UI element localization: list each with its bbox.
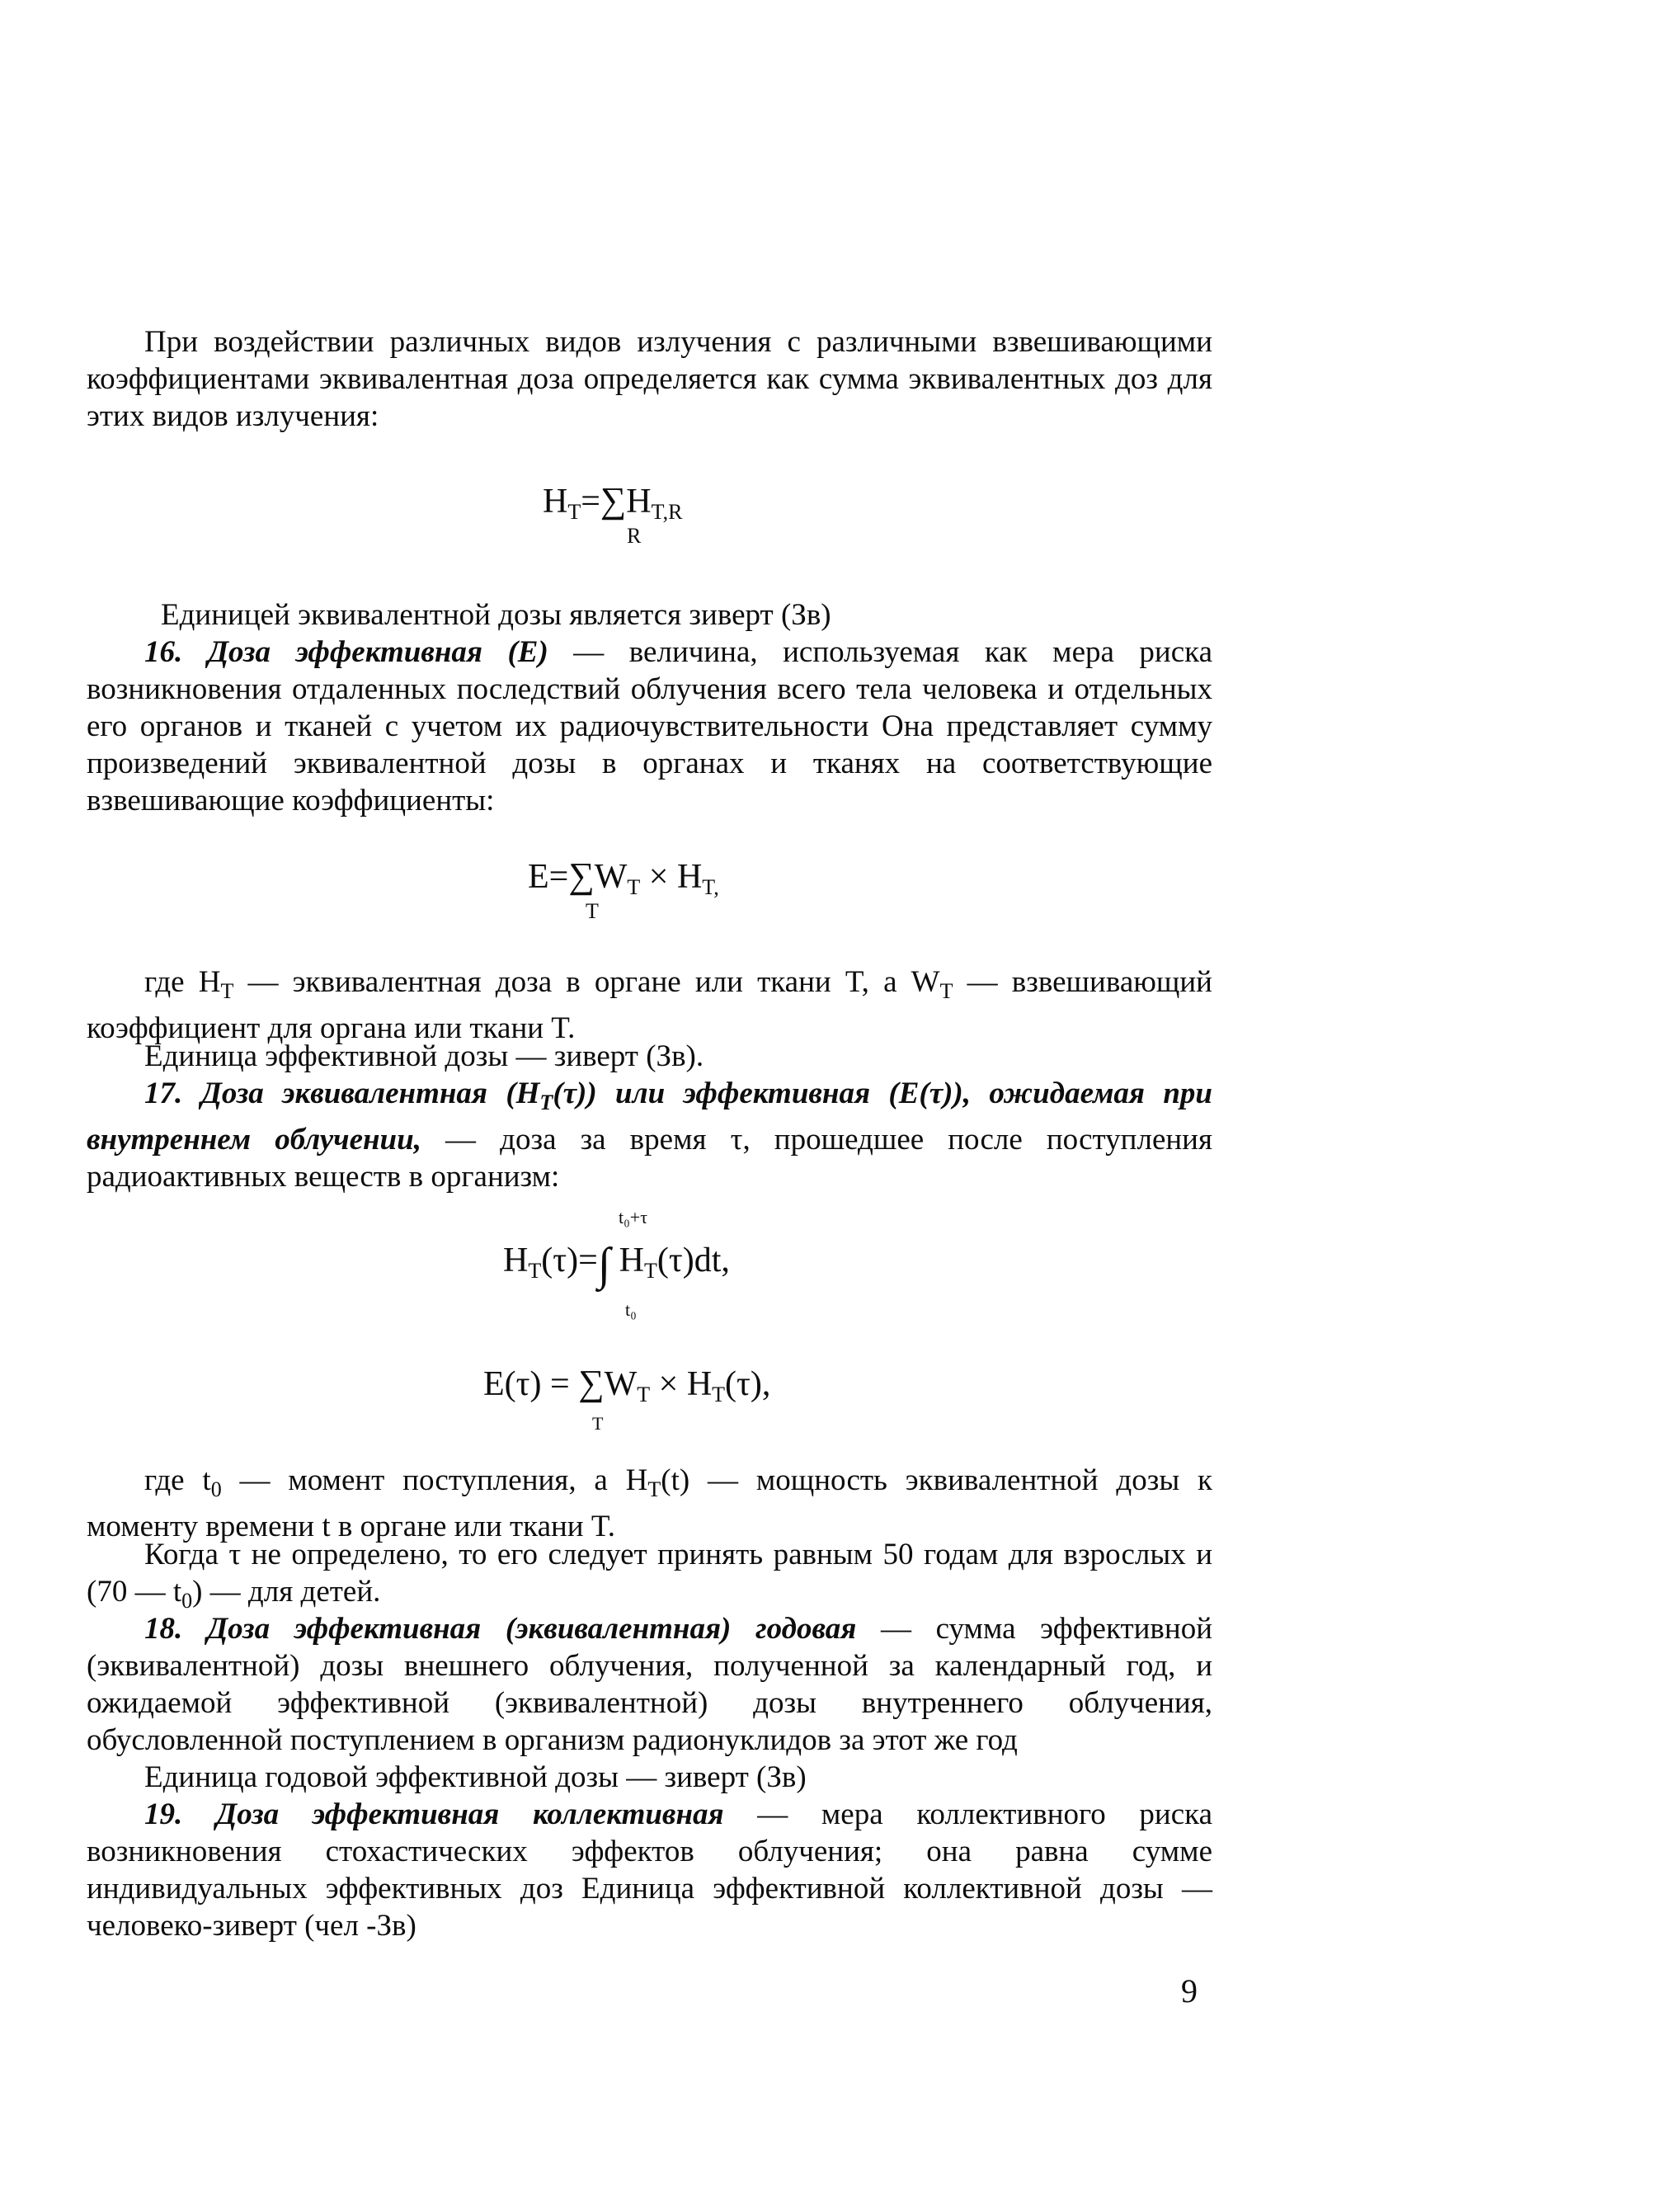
formula-effective-dose <box>528 855 719 923</box>
formula-h-sub: T, <box>702 875 719 899</box>
formula-w-sub: T <box>637 1383 651 1406</box>
definition-19-term: 19. Доза эффективная коллективная <box>144 1797 724 1831</box>
formula-w: W <box>594 858 628 896</box>
integral-lower-limit: t₀ <box>625 1299 637 1320</box>
where2-a-sub: 0 <box>210 1477 222 1501</box>
where1-c: — взвешивающий коэффициент для органа или ткани T. <box>87 965 1212 1045</box>
formula-rhs-sub: T <box>643 1259 657 1283</box>
sum-index: R <box>627 524 642 548</box>
sum-symbol: ∑ <box>568 855 595 896</box>
sum-symbol: ∑ <box>578 1363 605 1403</box>
formula-h: H <box>676 858 703 896</box>
sum-index: T <box>586 899 599 923</box>
definition-19-text: — мера коллективного риска возникновения стохастических эффектов облучения; она равна сумме индивидуальных эффективных доз Единица эффективной коллективной дозы — человеко-зиверт (чел -Зв) <box>87 1797 1212 1943</box>
tau-paragraph <box>87 1536 1212 1619</box>
where2-b-sub: T <box>647 1477 661 1501</box>
definition-18-text: — сумма эффективной (эквивалентной) дозы внешнего облучения, полученной за календарный год, и ожидаемой эффективной (эквивалентной) дозы внутреннего облучения, обусловленной поступлением в организм радионуклидов за этот же год <box>87 1612 1212 1757</box>
definition-17-term-sub: T <box>539 1091 553 1114</box>
where-paragraph-2 <box>87 1462 1212 1545</box>
tau-b: ) — для детей. <box>192 1575 381 1609</box>
formula-lhs: E(τ) = <box>483 1365 579 1403</box>
formula-eq: = <box>548 858 569 896</box>
where1-a: где H <box>144 965 221 999</box>
intro-paragraph: При воздействии различных видов излучения с различными взвешивающими коэффициентами эквивалентная доза определяется как сумма эквивалентных доз для этих видов излучения: <box>87 325 1212 433</box>
formula-lhs-arg: (τ)= <box>541 1241 598 1279</box>
formula-h-sub: T <box>712 1383 726 1406</box>
definition-17-term-a: 17. Доза эквивалентная (H <box>144 1077 540 1110</box>
formula-rhs: H <box>619 1241 644 1279</box>
formula-times: × <box>650 1365 687 1403</box>
tau-a: Когда τ не определено, то его следует принять равным 50 годам для взрослых и (70 — t <box>87 1538 1212 1609</box>
formula-eq: = <box>581 483 600 521</box>
integral-upper-limit: t₀+τ <box>619 1207 648 1227</box>
definition-16 <box>87 634 1212 819</box>
formula-rhs-sub: T,R <box>651 500 683 524</box>
definition-16-text: — величина, используемая как мера риска возникновения отдаленных последствий облучения всего тела человека и отдельных его органов и тканей с учетом их радиочувствительности Она представляет сумму произведений эквивалентной дозы в органах и тканях на соответствующие взвешивающие коэффициенты: <box>87 635 1212 817</box>
where1-a-sub: T <box>220 979 234 1003</box>
where2-a: где t <box>144 1463 211 1497</box>
where2-b: — момент поступления, а H <box>221 1463 648 1497</box>
definition-16-term: 16. Доза эффективная (Е) <box>144 635 548 669</box>
unit-annual-dose: Единица годовой эффективной дозы — зиверт (Зв) <box>144 1760 807 1794</box>
definition-19 <box>87 1796 1212 1944</box>
sum-index: T <box>592 1413 604 1434</box>
page-number: 9 <box>1181 1972 1198 2009</box>
formula-committed-equivalent-dose <box>503 1207 730 1320</box>
definition-18 <box>87 1610 1212 1759</box>
where-paragraph-1 <box>87 963 1212 1047</box>
formula-lhs: H <box>543 483 568 521</box>
formula-committed-effective-dose <box>483 1363 771 1434</box>
definition-18-term: 18. Доза эффективная (эквивалентная) годовая <box>144 1612 857 1646</box>
definition-17-text: — доза за время τ, прошедшее после поступления радиоактивных веществ в организм: <box>87 1123 1212 1194</box>
tau-a-sub: 0 <box>181 1589 193 1613</box>
where2-c: (t) — мощность эквивалентной дозы к моменту времени t в органе или ткани T. <box>87 1463 1212 1543</box>
formula-times: × <box>640 858 677 896</box>
formula-rhs-tail: (τ)dt, <box>656 1241 730 1279</box>
formula-w: W <box>604 1365 638 1403</box>
where1-b: — эквивалентная доза в органе или ткани T, а W <box>233 965 940 999</box>
formula-lhs-sub: T <box>528 1259 542 1283</box>
formula-equivalent-dose-sum <box>543 480 683 548</box>
formula-lhs: H <box>503 1241 529 1279</box>
where1-b-sub: T <box>939 979 953 1003</box>
formula-lhs: E <box>528 858 549 896</box>
sum-symbol: ∑ <box>600 480 627 521</box>
formula-w-sub: T <box>627 875 641 899</box>
formula-rhs: H <box>626 483 652 521</box>
formula-tail: (τ), <box>725 1365 771 1403</box>
formula-lhs-sub: T <box>567 500 581 524</box>
formula-h: H <box>686 1365 713 1403</box>
definition-17 <box>87 1075 1212 1195</box>
definition-17-term-b: (τ)) или эффективная (E(τ)), ожидаемая при внутреннем облучении, <box>87 1077 1212 1157</box>
unit-equivalent-dose: Единицей эквивалентной дозы является зиверт (Зв) <box>161 598 831 632</box>
integral-symbol: ∫ <box>597 1239 611 1290</box>
unit-effective-dose: Единица эффективной дозы — зиверт (Зв). <box>144 1039 704 1073</box>
